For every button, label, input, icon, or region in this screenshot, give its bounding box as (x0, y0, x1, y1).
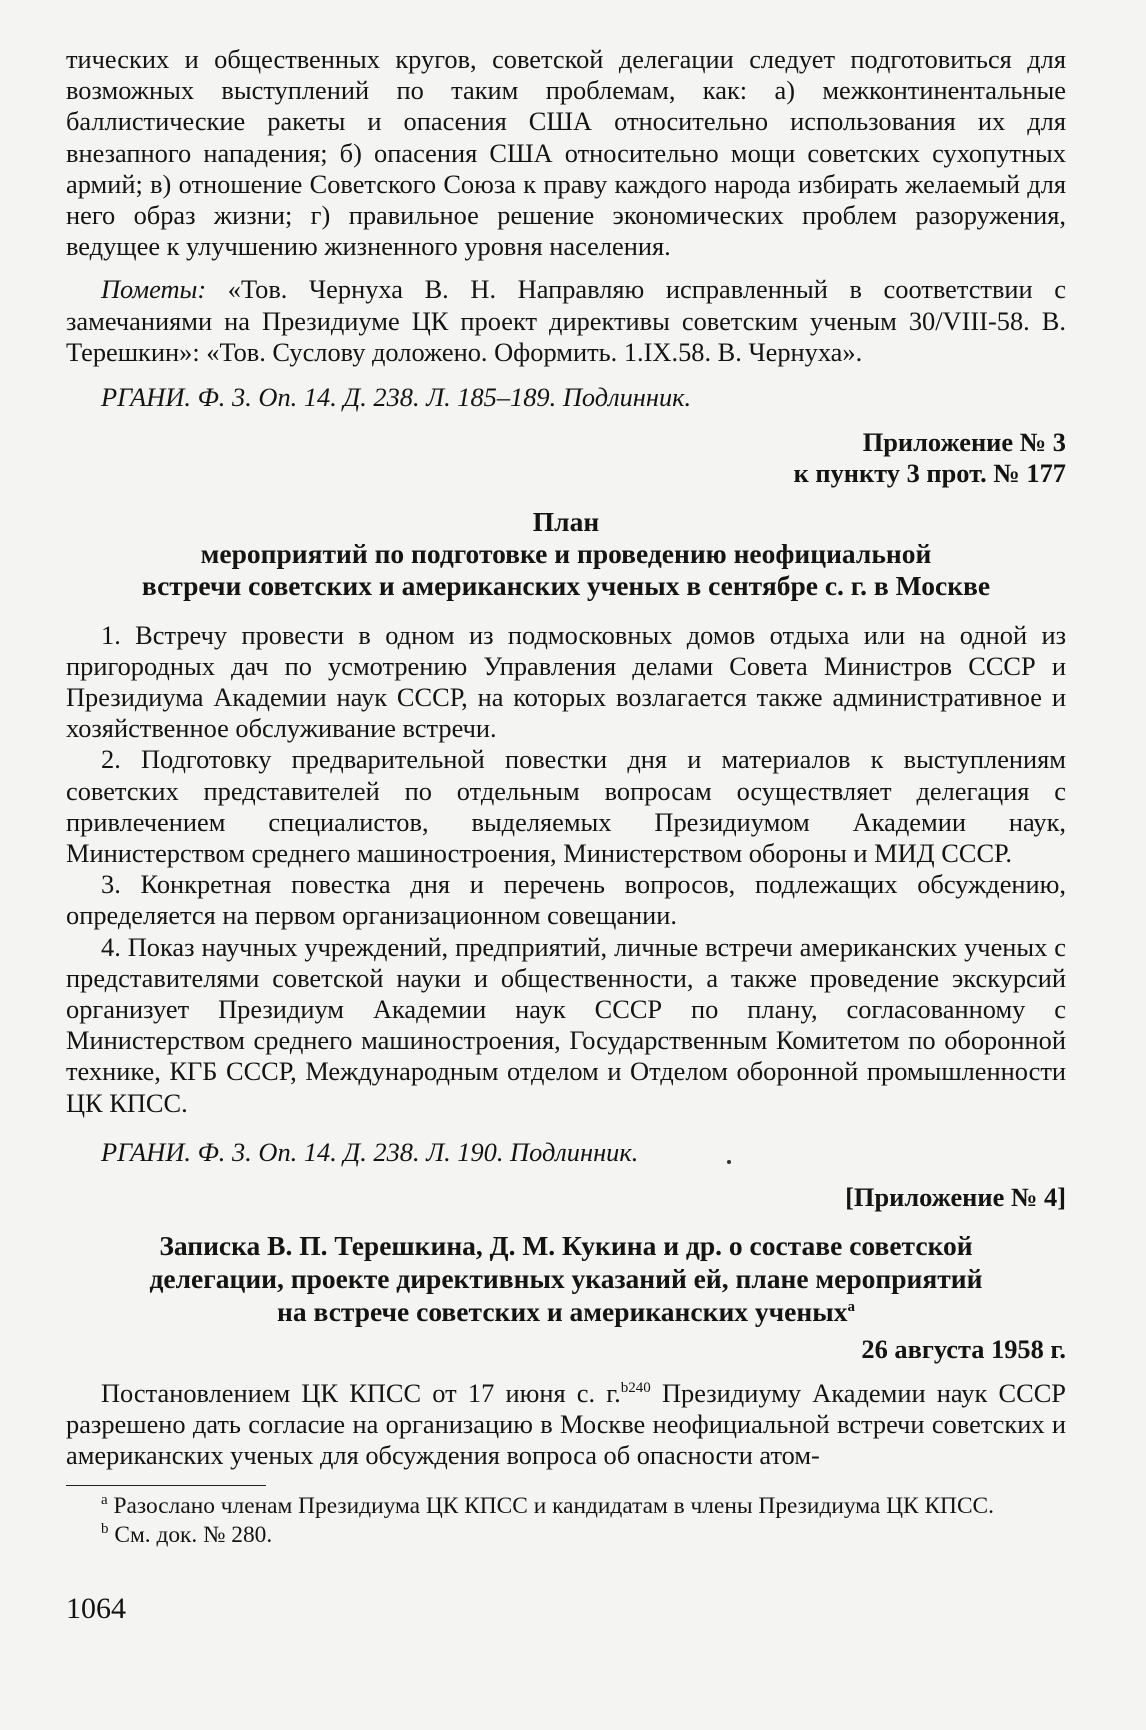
note-title-line3 (66, 1295, 1066, 1328)
plan-item-4: 4. Показ научных учреждений, предприятий, личные встречи американских ученых с представителями советской науки и общественности, а также проведение экскурсий организует Президиум Академии наук СССР по плану, согласованному с Министерством среднего машиностроения, Государственным Комитетом по оборонной технике, КГБ СССР, Международным отделом и Отделом оборонной промышленности ЦК КПСС. (66, 931, 1066, 1118)
stray-dot (727, 1160, 731, 1164)
footnote-divider (66, 1485, 266, 1486)
note-title-line3-text: на встрече советских и американских ученых (277, 1296, 848, 1328)
footnote-b (66, 1521, 1066, 1550)
note-title-line1: Записка В. П. Терешкина, Д. М. Кукина и др. о составе советской (159, 1230, 973, 1262)
footnote-a-text: Разослано членам Президиума ЦК КПСС и кандидатам в члены Президиума ЦК КПСС. (107, 1493, 995, 1520)
appendix-3-line1: Приложение № 3 (862, 427, 1066, 458)
plan-item-3: 3. Конкретная повестка дня и перечень вопросов, подлежащих обсуждению, определяется на первом организационном совещании. (66, 869, 1066, 931)
appendix-4: [Приложение № 4] (845, 1182, 1066, 1213)
note-title-footnote-mark: a (847, 1299, 855, 1316)
page-number: 1064 (66, 1592, 126, 1625)
plan-title-line1: План (532, 505, 600, 537)
plan-title-line3: встречи советских и американских ученых в сентябре с. г. в Москве (141, 569, 991, 601)
note-date: 26 августа 1958 г. (861, 1334, 1066, 1365)
footnote-b-text: См. док. № 280. (108, 1521, 273, 1548)
footnote-b-mark: b (101, 1520, 109, 1537)
note-body-paragraph (66, 1378, 1066, 1472)
note-body-before: Постановлением ЦК КПСС от 17 июня с. г. (101, 1377, 621, 1408)
note-body-after: Президиуму Академии наук СССР разрешено дать согласие на организацию в Москве неофициальной встречи советских и американских ученых для обсуждения вопроса об опасности атом- (66, 1377, 1066, 1470)
appendix-3-line2: к пункту 3 прот. № 177 (793, 458, 1066, 489)
footnote-a-mark: a (101, 1492, 108, 1509)
continuation-paragraph: тических и общественных кругов, советской делегации следует подготовиться для возможных выступлений по таким проблемам, как: а) межконтинентальные баллистические ракеты и опасения США относительно использования их для внезапного нападения; б) опасения США относительно мощи советских сухопутных армий; в) отношение Советского Союза к праву каждого народа избирать желаемый для него образ жизни; г) правильное решение экономических проблем разоружения, ведущее к улучшению жизненного уровня населения. (66, 44, 1066, 262)
plan-item-2: 2. Подготовку предварительной повестки дня и материалов к выступлениям советских представителей по отдельным вопросам осуществляет делегация с привлечением специалистов, выделяемых Президиумом Академии наук, Министерством среднего машиностроения, Министерством обороны и МИД СССР. (66, 744, 1066, 869)
footnote-a (66, 1492, 1066, 1521)
plan-title-line2: мероприятий по подготовке и проведению неофициальной (200, 537, 932, 569)
plan-item-1: 1. Встречу провести в одном из подмосковных домов отдыха или на одной из пригородных дач по усмотрению Управления делами Совета Министров СССР и Президиума Академии наук СССР, на которых возлагается также административное и хозяйственное обслуживание встречи. (66, 619, 1066, 744)
note-title-line2: делегации, проекте директивных указаний ей, плане мероприятий (149, 1263, 983, 1295)
note-body-footnote-mark: b240 (620, 1379, 651, 1396)
marks-paragraph (66, 274, 1066, 368)
archive-reference-1: РГАНИ. Ф. 3. Оп. 14. Д. 238. Л. 185–189. Подлинник. (101, 382, 692, 413)
archive-reference-2: РГАНИ. Ф. 3. Оп. 14. Д. 238. Л. 190. Подлинник. (101, 1136, 639, 1167)
document-page (66, 44, 1066, 1549)
marks-text: «Тов. Чернуха В. Н. Направляю исправленный в соответствии с замечаниями на Президиуме ЦК проект директивы советским ученым 30/VIII-58. В. Терешкин»: «Тов. Суслову доложено. Оформить. 1.IX.58. В. Чернуха». (66, 274, 1066, 367)
marks-label: Пометы: (101, 274, 207, 305)
